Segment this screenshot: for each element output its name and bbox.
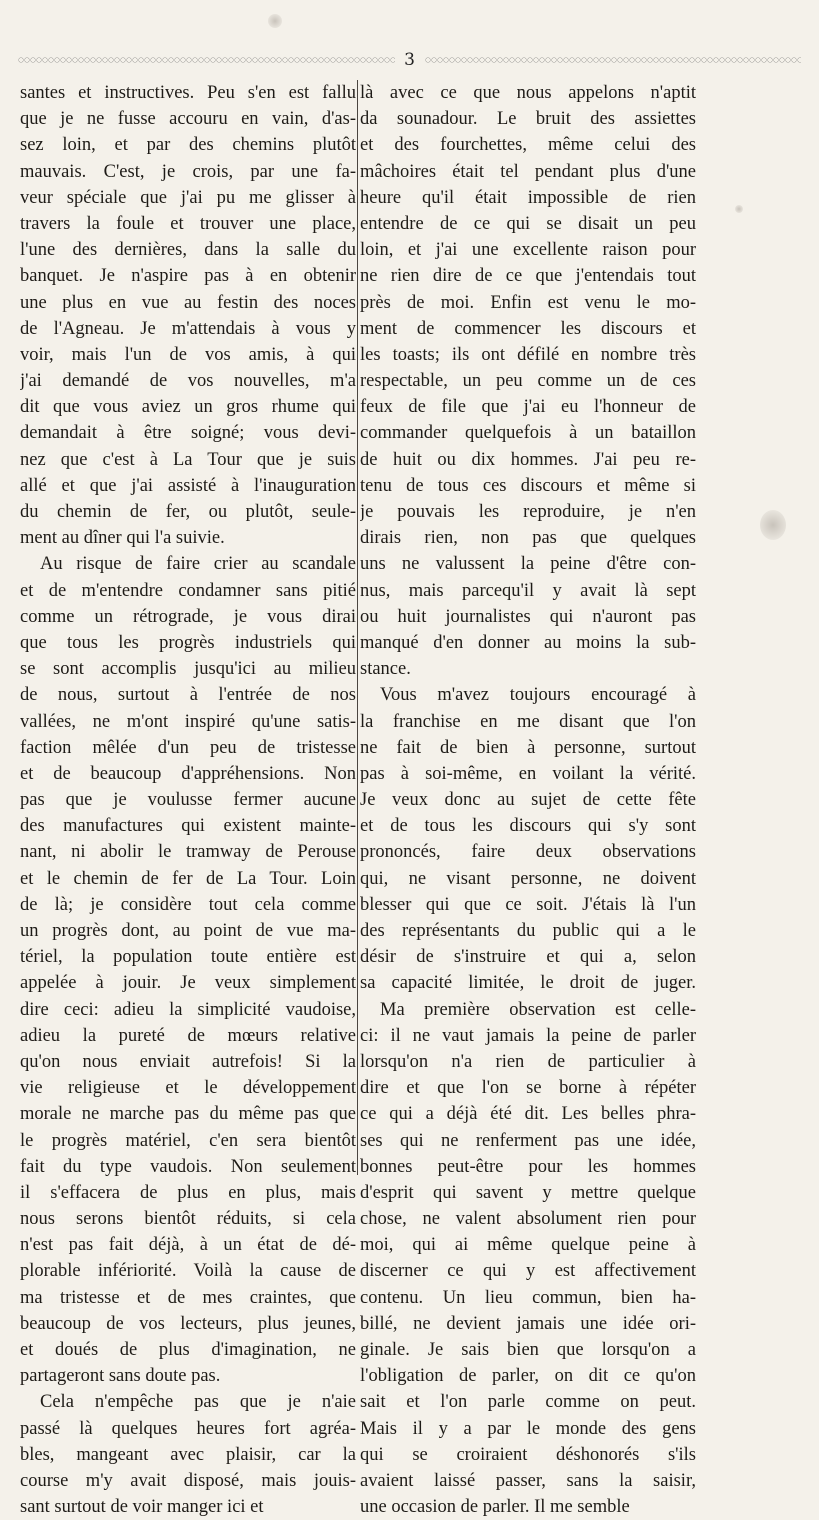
text-line: ment de commencer les discours et (360, 318, 696, 339)
text-line: de l'Agneau. Je m'attendais à vous y (20, 318, 356, 339)
text-line: santes et instructives. Peu s'en est fallu (20, 83, 356, 103)
text-line: dirais rien, non pas que quelques (360, 528, 696, 549)
text-line: heure qu'il était impossible de rien (360, 187, 696, 208)
text-line: comme un rétrograde, je vous dirai (20, 606, 356, 627)
text-line: mauvais. C'est, je crois, par une fa- (20, 161, 356, 182)
text-line: pas que je voulusse fermer aucune (20, 790, 356, 811)
text-line: un progrès dont, au point de vue ma- (20, 921, 356, 941)
text-line: passé là quelques heures fort agréa- (20, 1418, 356, 1439)
text-line: d'esprit qui savent y mettre quelque (360, 1182, 696, 1203)
column-divider (357, 80, 358, 1175)
text-line: ma tristesse et de mes craintes, que (20, 1287, 356, 1308)
text-line: travers la foule et trouver une place, (20, 213, 356, 234)
text-line: banquet. Je n'aspire pas à en obtenir (20, 266, 356, 287)
text-line: moi, qui ai même quelque peine à (360, 1235, 696, 1256)
text-line: plorable infériorité. Voilà la cause de (20, 1261, 356, 1282)
text-line: et le chemin de fer de La Tour. Loin (20, 868, 356, 889)
text-columns (18, 80, 808, 1518)
text-line: et de beaucoup d'appréhensions. Non (20, 763, 356, 784)
text-line: ce qui a déjà été dit. Les belles phra- (360, 1104, 696, 1125)
text-line: je pouvais les reproduire, je n'en (360, 502, 696, 522)
text-line: da sounadour. Le bruit des assiettes (360, 109, 696, 130)
text-line: chose, ne valent absolument rien pour (360, 1209, 696, 1230)
text-line: ne fait de bien à personne, surtout (360, 737, 696, 758)
text-line: de là; je considère tout cela comme (20, 894, 356, 915)
text-line: qu'on nous enviait autrefois! Si la (20, 1051, 356, 1072)
text-line: faction mêlée d'un peu de tristesse (20, 737, 356, 758)
text-line: et de tous les discours qui s'y sont (360, 816, 696, 837)
text-line: billé, ne devient jamais une idée ori- (360, 1313, 696, 1334)
page-number: 3 (404, 50, 415, 70)
text-line: bles, mangeant avec plaisir, car la (20, 1444, 356, 1465)
text-line: il s'effacera de plus en plus, mais (20, 1182, 356, 1203)
text-line: demandait à être soigné; vous devi- (20, 423, 356, 444)
text-line: contenu. Un lieu commun, bien ha- (360, 1287, 696, 1308)
text-line: loin, et j'ai une excellente raison pour (360, 240, 696, 261)
text-line: manqué d'en donner au moins la sub- (360, 632, 696, 653)
text-line: que je ne fusse accouru en vain, d'as- (20, 109, 356, 130)
text-line: nous serons bientôt réduits, si cela (20, 1209, 356, 1230)
text-line: et des fourchettes, même celui des (360, 135, 696, 156)
text-line: ment au dîner qui l'a suivie. (20, 528, 225, 549)
text-line: et doués de plus d'imagination, ne (20, 1340, 356, 1360)
header-rule-right (425, 57, 802, 63)
text-line: prononcés, faire deux observations (360, 842, 696, 863)
text-line: le progrès matériel, c'en sera bientôt (20, 1130, 356, 1151)
text-line: dit que vous aviez un gros rhume qui (20, 397, 356, 418)
text-line: fait du type vaudois. Non seulement (20, 1156, 356, 1177)
text-line: appelée à jouir. Je veux simplement (20, 973, 356, 994)
text-line: de huit ou dix hommes. J'ai peu re- (360, 449, 696, 470)
text-line: Au risque de faire crier au scandale (40, 554, 356, 575)
left-column (20, 80, 356, 1520)
text-line: ne rien dire de ce que j'entendais tout (360, 266, 696, 287)
text-line: et de m'entendre condamner sans pitié (20, 580, 356, 601)
text-line: lorsqu'on n'a rien de particulier à (360, 1051, 696, 1072)
text-line: Ma première observation est celle- (380, 999, 696, 1020)
text-line: voir, mais l'un de vos amis, à qui (20, 344, 356, 365)
text-line: Je veux donc au sujet de cette fête (360, 790, 696, 811)
text-line: blesser qui que ce soit. J'étais là l'un (360, 894, 696, 915)
text-line: uns ne valussent la peine d'être con- (360, 554, 696, 575)
text-line: allé et que j'ai assisté à l'inauguration (20, 475, 356, 496)
text-line: que tous les progrès industriels qui (20, 632, 356, 653)
text-line: entendre de ce qui se disait un peu (360, 213, 696, 234)
text-line: beaucoup de vos lecteurs, plus jeunes, (20, 1313, 356, 1334)
text-line: sa capacité limitée, le droit de juger. (360, 973, 696, 994)
text-line: ginale. Je sais bien que lorsqu'on a (360, 1340, 696, 1360)
text-line: désir de s'instruire et qui a, selon (360, 947, 696, 968)
text-line: stance. (360, 659, 411, 680)
text-line: commander quelquefois à un bataillon (360, 423, 696, 444)
text-line: la franchise en me disant que l'on (360, 711, 696, 732)
text-line: sez loin, et par des chemins plutôt (20, 135, 356, 156)
text-line: tériel, la population toute entière est (20, 947, 356, 968)
text-line: qui se croiraient déshonorés s'ils (360, 1444, 696, 1465)
text-line: une occasion de parler. Il me semble (360, 1497, 630, 1518)
text-line: adieu la pureté de mœurs relative (20, 1025, 356, 1046)
text-line: ci: il ne vaut jamais la peine de parler (360, 1025, 696, 1046)
text-line: des manufactures qui existent mainte- (20, 816, 356, 837)
paper-stain (268, 14, 282, 28)
text-line: une plus en vue au festin des noces (20, 292, 356, 313)
text-line: morale ne marche pas du même pas que (20, 1104, 356, 1125)
text-line: partageront sans doute pas. (20, 1366, 221, 1387)
text-line: avaient laissé passer, sans la saisir, (360, 1470, 696, 1491)
text-line: n'est pas fait déjà, à un état de dé- (20, 1235, 356, 1256)
text-line: Cela n'empêche pas que je n'aie (40, 1392, 356, 1413)
text-line: l'obligation de parler, on dit ce qu'on (360, 1366, 696, 1387)
text-line: ou huit journalistes qui n'auront pas (360, 606, 696, 627)
text-line: ses qui ne renferment pas une idée, (360, 1130, 696, 1151)
text-line: tenu de tous ces discours et même si (360, 475, 696, 496)
text-line: vallées, ne m'ont inspiré qu'une satis- (20, 711, 356, 732)
text-line: j'ai demandé de vos nouvelles, m'a (20, 371, 356, 392)
text-line: pas à soi-même, en voilant la vérité. (360, 763, 696, 784)
text-line: respectable, un peu comme un de ces (360, 371, 696, 392)
text-line: dire et que l'on se borne à répéter (360, 1078, 696, 1099)
text-line: les toasts; ils ont défilé en nombre très (360, 344, 696, 365)
text-line: veur spéciale que j'ai pu me glisser à (20, 187, 356, 208)
text-line: feux de file que j'ai eu l'honneur de (360, 397, 696, 418)
text-line: du chemin de fer, ou plutôt, seule- (20, 502, 356, 522)
text-line: de nous, surtout à l'entrée de nos (20, 685, 356, 706)
text-line: nez que c'est à La Tour que je suis (20, 449, 356, 470)
text-line: dire ceci: adieu la simplicité vaudoise, (20, 999, 356, 1020)
text-line: nus, mais parcequ'il y avait là sept (360, 580, 696, 601)
text-line: l'une des dernières, dans la salle du (20, 240, 356, 261)
text-line: Vous m'avez toujours encouragé à (380, 685, 696, 706)
text-line: course m'y avait disposé, mais jouis- (20, 1470, 356, 1491)
text-line: se sont accomplis jusqu'ici au milieu (20, 659, 356, 680)
text-line: qui, ne visant personne, ne doivent (360, 868, 696, 889)
right-column (360, 80, 696, 1520)
text-line: là avec ce que nous appelons n'aptit (360, 83, 696, 103)
text-line: sant surtout de voir manger ici et (20, 1497, 264, 1518)
text-line: bonnes peut-être pour les hommes (360, 1156, 696, 1177)
text-line: Mais il y a par le monde des gens (360, 1418, 696, 1439)
text-line: des représentants du public qui a le (360, 921, 696, 941)
text-line: mâchoires était tel pendant plus d'une (360, 161, 696, 182)
page-header (18, 50, 801, 70)
text-line: nant, ni abolir le tramway de Perouse (20, 842, 356, 863)
header-rule-left (18, 57, 395, 63)
text-line: près de moi. Enfin est venu le mo- (360, 292, 696, 313)
text-line: sait et l'on parle comme on peut. (360, 1392, 696, 1413)
text-line: vie religieuse et le développement (20, 1078, 356, 1099)
text-line: discerner ce qui y est affectivement (360, 1261, 696, 1282)
